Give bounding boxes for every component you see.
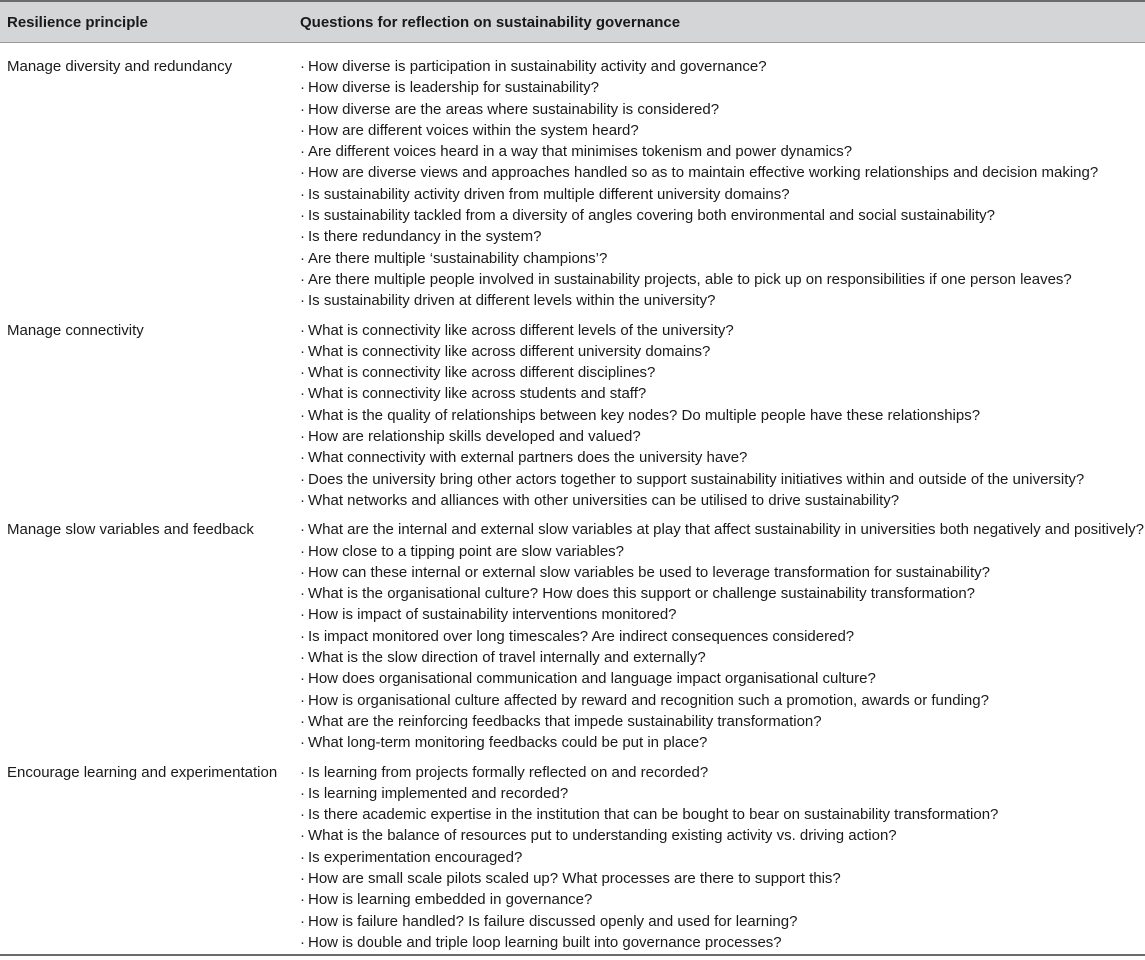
- bullet-icon: ·: [300, 470, 305, 488]
- table-header-row: [0, 2, 1145, 42]
- question-text: What is connectivity like across different university domains?: [308, 342, 711, 360]
- question-item: [300, 469, 1145, 490]
- question-text: Is learning implemented and recorded?: [308, 784, 569, 802]
- bullet-icon: ·: [300, 563, 305, 581]
- question-item: [300, 362, 1145, 383]
- question-item: [300, 426, 1145, 447]
- question-text: Is there redundancy in the system?: [308, 228, 542, 246]
- question-text: Is there academic expertise in the institution that can be bought to bear on sustainability transformation?: [308, 806, 999, 824]
- question-item: [300, 226, 1145, 247]
- question-text: How are diverse views and approaches handled so as to maintain effective working relationships and decision making?: [308, 164, 1099, 182]
- bullet-icon: ·: [300, 734, 305, 752]
- question-item: [300, 626, 1145, 647]
- question-text: What is the balance of resources put to understanding existing activity vs. driving action?: [308, 827, 897, 845]
- question-item: [300, 205, 1145, 226]
- bullet-icon: ·: [300, 321, 305, 339]
- question-item: [300, 383, 1145, 404]
- question-item: [300, 690, 1145, 711]
- bullet-icon: ·: [300, 292, 305, 310]
- bullet-icon: ·: [300, 933, 305, 951]
- question-text: What is connectivity like across different levels of the university?: [308, 321, 734, 339]
- bullet-icon: ·: [300, 121, 305, 139]
- question-text: Is sustainability driven at different levels within the university?: [308, 292, 716, 310]
- question-item: [300, 141, 1145, 162]
- bullet-icon: ·: [300, 806, 305, 824]
- question-item: [300, 519, 1145, 540]
- question-item: [300, 647, 1145, 668]
- header-bottom-rule: [0, 42, 1145, 43]
- question-text: How is impact of sustainability interventions monitored?: [308, 606, 677, 624]
- row-separator: [0, 757, 1145, 758]
- question-item: [300, 889, 1145, 910]
- bullet-icon: ·: [300, 542, 305, 560]
- question-item: [300, 825, 1145, 846]
- question-text: How diverse is participation in sustainability activity and governance?: [308, 58, 767, 75]
- bullet-icon: ·: [300, 342, 305, 360]
- bullet-icon: ·: [300, 185, 305, 203]
- question-text: How diverse are the areas where sustainability is considered?: [308, 100, 720, 118]
- question-item: [300, 847, 1145, 868]
- questions-list: [300, 519, 1145, 753]
- question-item: [300, 804, 1145, 825]
- question-item: [300, 932, 1145, 953]
- bullet-icon: ·: [300, 207, 305, 225]
- resilience-principle-cell: Encourage learning and experimentation: [7, 763, 278, 781]
- question-text: How are different voices within the system heard?: [308, 121, 639, 139]
- question-item: [300, 583, 1145, 604]
- question-item: [300, 341, 1145, 362]
- bullet-icon: ·: [300, 712, 305, 730]
- questions-list: [300, 762, 1145, 954]
- question-text: What is the quality of relationships between key nodes? Do multiple people have these relationships?: [308, 406, 981, 424]
- question-item: [300, 162, 1145, 183]
- question-text: Is experimentation encouraged?: [308, 848, 523, 866]
- question-text: Is sustainability tackled from a diversity of angles covering both environmental and social sustainability?: [308, 207, 996, 225]
- question-text: What is connectivity like across different disciplines?: [308, 364, 656, 382]
- table-row: [0, 762, 1145, 954]
- bullet-icon: ·: [300, 270, 305, 288]
- questions-list: [300, 56, 1145, 312]
- questions-list: [300, 320, 1145, 512]
- bullet-icon: ·: [300, 848, 305, 866]
- question-item: [300, 77, 1145, 98]
- bullet-icon: ·: [300, 763, 305, 781]
- question-item: [300, 99, 1145, 120]
- question-text: How is failure handled? Is failure discussed openly and used for learning?: [308, 912, 798, 930]
- question-text: Is impact monitored over long timescales? Are indirect consequences considered?: [308, 627, 855, 645]
- bullet-icon: ·: [300, 385, 305, 403]
- resilience-principle-cell: Manage connectivity: [7, 321, 144, 339]
- question-item: [300, 732, 1145, 753]
- table-row: [0, 519, 1145, 753]
- bullet-icon: ·: [300, 891, 305, 909]
- question-text: What are the internal and external slow variables at play that affect sustainability in universities both negatively and positively?: [308, 521, 1145, 539]
- table-bottom-rule: [0, 954, 1145, 956]
- question-text: What connectivity with external partners does the university have?: [308, 449, 748, 467]
- question-item: [300, 783, 1145, 804]
- bullet-icon: ·: [300, 364, 305, 382]
- bullet-icon: ·: [300, 585, 305, 603]
- question-item: [300, 447, 1145, 468]
- question-text: What is the slow direction of travel internally and externally?: [308, 649, 706, 667]
- bullet-icon: ·: [300, 249, 305, 267]
- question-item: [300, 562, 1145, 583]
- question-text: What are the reinforcing feedbacks that impede sustainability transformation?: [308, 712, 822, 730]
- question-item: [300, 668, 1145, 689]
- question-text: What long-term monitoring feedbacks could be put in place?: [308, 734, 708, 752]
- question-item: [300, 269, 1145, 290]
- question-item: [300, 120, 1145, 141]
- question-item: [300, 490, 1145, 511]
- question-text: What networks and alliances with other universities can be utilised to drive sustainability?: [308, 491, 900, 509]
- question-text: How diverse is leadership for sustainability?: [308, 79, 599, 97]
- question-item: [300, 762, 1145, 783]
- bullet-icon: ·: [300, 670, 305, 688]
- table-row: [0, 56, 1145, 312]
- question-text: Is sustainability activity driven from multiple different university domains?: [308, 185, 790, 203]
- question-text: Are different voices heard in a way that minimises tokenism and power dynamics?: [308, 143, 853, 161]
- question-item: [300, 320, 1145, 341]
- question-item: [300, 56, 1145, 77]
- bullet-icon: ·: [300, 691, 305, 709]
- bullet-icon: ·: [300, 79, 305, 97]
- bullet-icon: ·: [300, 606, 305, 624]
- bullet-icon: ·: [300, 428, 305, 446]
- row-separator: [0, 514, 1145, 515]
- bullet-icon: ·: [300, 164, 305, 182]
- question-item: [300, 184, 1145, 205]
- row-separator: [0, 315, 1145, 316]
- question-item: [300, 405, 1145, 426]
- header-resilience-principle: Resilience principle: [7, 14, 148, 31]
- bullet-icon: ·: [300, 784, 305, 802]
- resilience-principle-cell: Manage slow variables and feedback: [7, 521, 254, 539]
- question-text: Are there multiple people involved in sustainability projects, able to pick up on responsibilities if one person leaves?: [308, 270, 1072, 288]
- question-text: What is the organisational culture? How does this support or challenge sustainability transformation?: [308, 585, 976, 603]
- bullet-icon: ·: [300, 406, 305, 424]
- bullet-icon: ·: [300, 869, 305, 887]
- question-text: What is connectivity like across students and staff?: [308, 385, 647, 403]
- question-text: How is learning embedded in governance?: [308, 891, 593, 909]
- bullet-icon: ·: [300, 143, 305, 161]
- bullet-icon: ·: [300, 100, 305, 118]
- bullet-icon: ·: [300, 827, 305, 845]
- question-text: How does organisational communication and language impact organisational culture?: [308, 670, 876, 688]
- bullet-icon: ·: [300, 449, 305, 467]
- question-text: How are relationship skills developed and valued?: [308, 428, 641, 446]
- bullet-icon: ·: [300, 228, 305, 246]
- question-item: [300, 868, 1145, 889]
- bullet-icon: ·: [300, 912, 305, 930]
- question-item: [300, 604, 1145, 625]
- table-row: [0, 320, 1145, 512]
- bullet-icon: ·: [300, 521, 305, 539]
- question-item: [300, 290, 1145, 311]
- question-text: How are small scale pilots scaled up? What processes are there to support this?: [308, 869, 841, 887]
- question-item: [300, 248, 1145, 269]
- question-item: [300, 711, 1145, 732]
- bullet-icon: ·: [300, 491, 305, 509]
- bullet-icon: ·: [300, 58, 305, 75]
- bullet-icon: ·: [300, 649, 305, 667]
- question-item: [300, 541, 1145, 562]
- question-text: Does the university bring other actors together to support sustainability initiatives within and outside of the university?: [308, 470, 1085, 488]
- question-text: Are there multiple ‘sustainability champions’?: [308, 249, 608, 267]
- header-questions: Questions for reflection on sustainability governance: [300, 14, 681, 31]
- question-item: [300, 911, 1145, 932]
- question-text: Is learning from projects formally reflected on and recorded?: [308, 763, 709, 781]
- question-text: How is organisational culture affected by reward and recognition such a promotion, awards or funding?: [308, 691, 989, 709]
- resilience-principle-cell: Manage diversity and redundancy: [7, 58, 233, 75]
- question-text: How can these internal or external slow variables be used to leverage transformation for sustainability?: [308, 563, 991, 581]
- bullet-icon: ·: [300, 627, 305, 645]
- question-text: How close to a tipping point are slow variables?: [308, 542, 625, 560]
- table-body: [0, 56, 1145, 953]
- question-text: How is double and triple loop learning built into governance processes?: [308, 933, 782, 951]
